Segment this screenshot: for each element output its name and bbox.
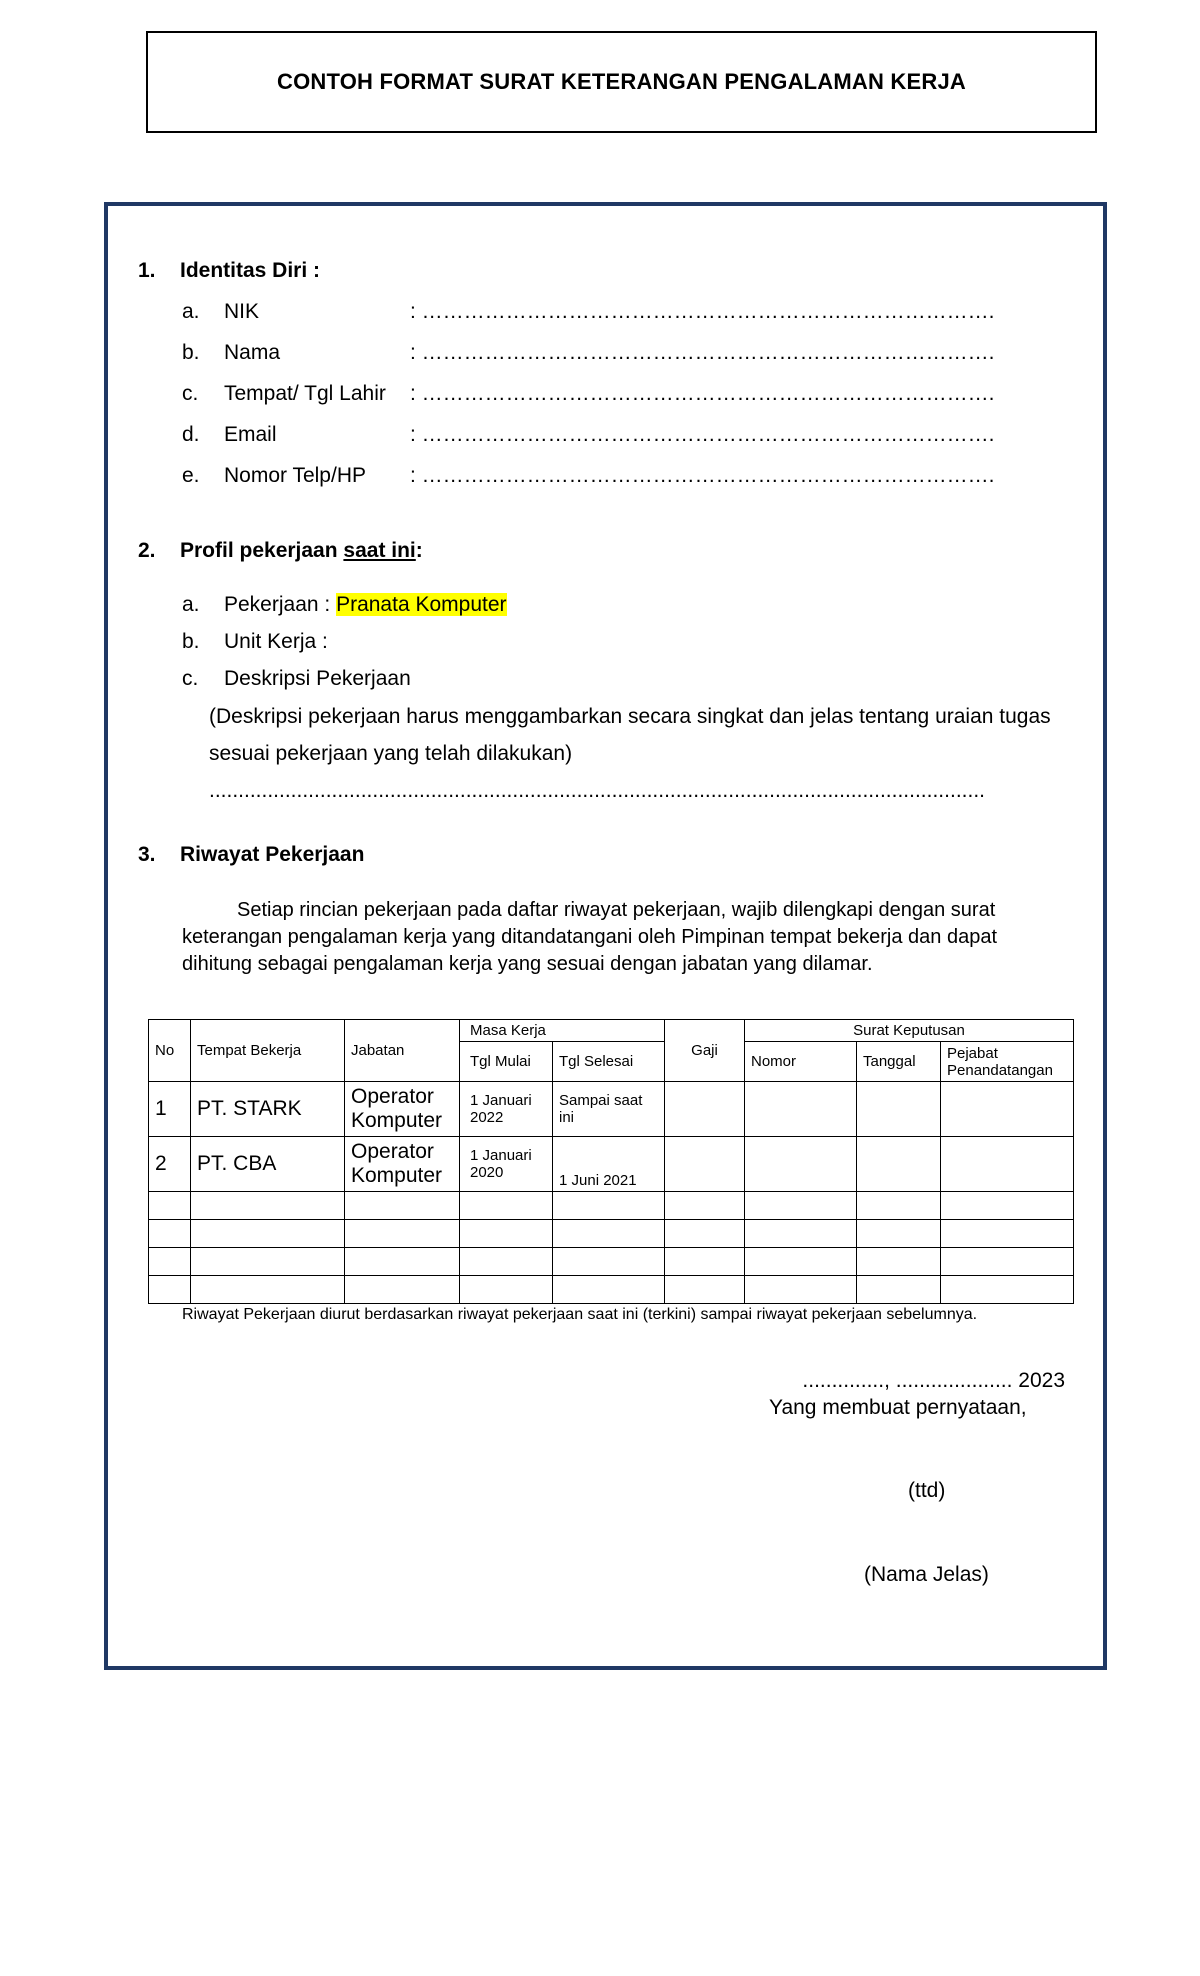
signature-ttd: (ttd) xyxy=(908,1479,946,1502)
profile-pekerjaan-value: Pranata Komputer xyxy=(336,593,507,616)
cell-tgl-selesai: Sampai saat ini xyxy=(553,1082,665,1137)
section3-paragraph-line1: Setiap rincian pekerjaan pada daftar riwayat pekerjaan, wajib dilengkapi dengan surat xyxy=(237,899,996,921)
cell-tanggal xyxy=(857,1082,941,1137)
identity-letter: a. xyxy=(182,300,200,323)
header-jabatan: Jabatan xyxy=(345,1020,460,1082)
document-title: CONTOH FORMAT SURAT KETERANGAN PENGALAMAN KERJA xyxy=(277,69,966,94)
cell-nomor xyxy=(745,1082,857,1137)
identity-letter: b. xyxy=(182,341,200,364)
header-tempat-bekerja: Tempat Bekerja xyxy=(191,1020,345,1082)
cell-no: 1 xyxy=(149,1082,191,1137)
table-row-empty xyxy=(149,1248,1074,1276)
identity-label: Tempat/ Tgl Lahir xyxy=(224,382,386,405)
identity-value: : ………………………………………………………………………. xyxy=(410,423,995,446)
section2-title xyxy=(180,539,423,563)
header-gaji: Gaji xyxy=(665,1020,745,1082)
identity-value: : ………………………………………………………………………. xyxy=(410,300,995,323)
header-no: No xyxy=(149,1020,191,1082)
identity-letter: d. xyxy=(182,423,200,446)
header-tgl-selesai: Tgl Selesai xyxy=(553,1042,665,1082)
profile-letter-a: a. xyxy=(182,593,200,616)
cell-tempat: PT. STARK xyxy=(191,1082,345,1137)
cell-tempat: PT. CBA xyxy=(191,1137,345,1192)
header-tanggal: Tanggal xyxy=(857,1042,941,1082)
cell-pejabat xyxy=(941,1082,1074,1137)
identity-letter: c. xyxy=(182,382,199,405)
section1-title: Identitas Diri : xyxy=(180,259,321,282)
table-row xyxy=(149,1137,1074,1192)
signature-date-line: .............., .................... 2023 xyxy=(802,1369,1065,1392)
identity-label: Nama xyxy=(224,341,281,364)
cell-tgl-selesai: 1 Juni 2021 xyxy=(553,1137,665,1192)
section2-title-plain: Profil pekerjaan xyxy=(180,539,344,562)
work-history-table xyxy=(148,1019,1074,1304)
table-note: Riwayat Pekerjaan diurut berdasarkan riwayat pekerjaan saat ini (terkini) sampai riwayat pekerjaan sebelumnya. xyxy=(182,1306,978,1323)
section3-title: Riwayat Pekerjaan xyxy=(180,843,365,866)
header-tgl-mulai: Tgl Mulai xyxy=(460,1042,553,1082)
cell-gaji xyxy=(665,1137,745,1192)
profile-unit-kerja: Unit Kerja : xyxy=(224,630,328,653)
section2-title-underlined: saat ini xyxy=(343,539,416,562)
table-row-empty xyxy=(149,1220,1074,1248)
section3-number: 3. xyxy=(138,843,156,866)
description-instruction-line1: (Deskripsi pekerjaan harus menggambarkan secara singkat dan jelas tentang uraian tugas xyxy=(209,705,1051,728)
cell-pejabat xyxy=(941,1137,1074,1192)
table-row xyxy=(149,1082,1074,1137)
header-pejabat-penandatangan: Pejabat Penandatangan xyxy=(941,1042,1074,1082)
cell-no: 2 xyxy=(149,1137,191,1192)
section2-number: 2. xyxy=(138,539,156,562)
profile-pekerjaan xyxy=(224,593,507,617)
cell-jabatan: Operator Komputer xyxy=(345,1082,460,1137)
identity-letter: e. xyxy=(182,464,200,487)
table-row-empty xyxy=(149,1192,1074,1220)
cell-nomor xyxy=(745,1137,857,1192)
identity-value: : ………………………………………………………………………. xyxy=(410,382,995,405)
cell-gaji xyxy=(665,1082,745,1137)
identity-label: Email xyxy=(224,423,277,446)
section2-title-suffix: : xyxy=(415,539,423,562)
identity-label: Nomor Telp/HP xyxy=(224,464,366,487)
section1-number: 1. xyxy=(138,259,156,282)
cell-tgl-mulai: 1 Januari 2020 xyxy=(460,1137,553,1192)
table-row-empty xyxy=(149,1276,1074,1304)
signature-statement: Yang membuat pernyataan, xyxy=(769,1396,1027,1419)
cell-tgl-mulai: 1 Januari 2022 xyxy=(460,1082,553,1137)
cell-jabatan: Operator Komputer xyxy=(345,1137,460,1192)
section3-paragraph-line3: dihitung sebagai pengalaman kerja yang sesuai dengan jabatan yang dilamar. xyxy=(182,953,873,975)
section3-paragraph-line2: keterangan pengalaman kerja yang ditandatangani oleh Pimpinan tempat bekerja dan dapat xyxy=(182,926,998,948)
identity-value: : ………………………………………………………………………. xyxy=(410,341,995,364)
profile-letter-c: c. xyxy=(182,667,199,690)
document-title-box xyxy=(146,31,1097,133)
header-masa-kerja: Masa Kerja xyxy=(460,1020,665,1042)
description-dots: ..................................................................................................................................... xyxy=(209,779,985,802)
identity-label: NIK xyxy=(224,300,260,323)
description-instruction-line2: sesuai pekerjaan yang telah dilakukan) xyxy=(209,742,573,765)
identity-value: : ………………………………………………………………………. xyxy=(410,464,995,487)
header-surat-keputusan: Surat Keputusan xyxy=(745,1020,1074,1042)
profile-deskripsi: Deskripsi Pekerjaan xyxy=(224,667,411,690)
profile-letter-b: b. xyxy=(182,630,200,653)
signature-name: (Nama Jelas) xyxy=(864,1563,989,1586)
profile-pekerjaan-label: Pekerjaan : xyxy=(224,593,337,616)
header-nomor: Nomor xyxy=(745,1042,857,1082)
table-header-row xyxy=(149,1020,1074,1042)
cell-tanggal xyxy=(857,1137,941,1192)
